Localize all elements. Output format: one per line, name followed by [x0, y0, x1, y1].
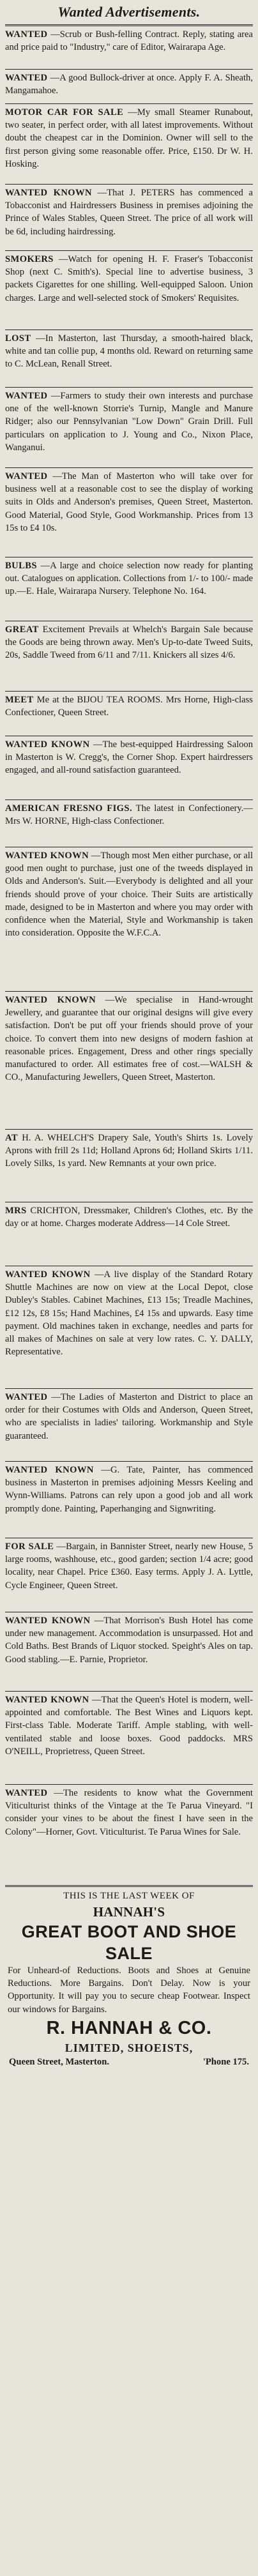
classified-ad	[5, 1204, 253, 1264]
ad-lead: MOTOR CAR FOR SALE	[5, 107, 124, 117]
ad-separator	[5, 250, 253, 251]
heading-rule	[5, 24, 253, 26]
hannah-headline: GREAT BOOT AND SHOE SALE	[21, 1922, 237, 1963]
ad-lead: MRS	[5, 1206, 27, 1216]
ad-lead: WANTED	[5, 29, 48, 40]
ad-text: —That the Queen's Hotel is modern, well-appointed and comfortable. The Best Wines and Liquors kept. First-class Table. Moderate Tariff. Ample stabling, with well-ventilated stable and loose boxes. Good paddocks. MRS O'NEILL, Proprietress, Queen Street.	[5, 1695, 253, 1757]
hannah-phone: 'Phone 175.	[202, 2056, 249, 2067]
classified-ad	[5, 72, 253, 102]
classified-ad	[5, 1391, 253, 1460]
ad-separator	[5, 799, 253, 800]
classified-ad	[5, 1787, 253, 1883]
classified-ad	[5, 253, 253, 328]
ad-text: —Scrub or Bush-felling Contract. Reply, stating area and price paid to "Industry," care of Editor, Wairarapa Age.	[5, 29, 253, 53]
classified-ad	[5, 849, 253, 990]
ad-separator	[5, 991, 253, 992]
classified-ad	[5, 1268, 253, 1387]
classified-ad	[5, 994, 253, 1128]
page-heading: Wanted Advertisements.	[57, 4, 201, 20]
ad-separator	[5, 1388, 253, 1389]
ad-lead: WANTED KNOWN	[5, 1269, 91, 1280]
hannah-intro: THIS IS THE LAST WEEK OF	[63, 1891, 195, 1901]
ad-lead: WANTED KNOWN	[5, 188, 92, 198]
ad-text: The latest in Confectionery.—Mrs W. HORNE, High-class Confectioner.	[5, 803, 253, 827]
ad-text: —That J. PETERS has commenced a Tobacconist and Hairdressers Business in premises adjoining the Prince of Wales Stables, Queen Street. The price of all work will be 6d, including hairdressing.	[5, 188, 253, 237]
ad-lead: FOR SALE	[5, 1542, 54, 1552]
ad-lead: LOST	[5, 333, 31, 344]
hannah-firm-sub: LIMITED, SHOEISTS,	[64, 2041, 194, 2054]
ad-separator	[5, 103, 253, 104]
classified-ad	[5, 1540, 253, 1610]
hannah-boot-sale-ad	[5, 1889, 253, 2068]
hannah-body: For Unheard-of Reductions. Boots and Shoes at Genuine Reductions. More Bargains. Don't Delay. Now is your Opportunity. It will pay you to secure cheap Footwear. Inspect our windows for Bargains.	[8, 1966, 250, 2015]
ad-separator	[5, 1784, 253, 1785]
ad-separator	[5, 1691, 253, 1692]
classified-ad	[5, 28, 253, 66]
ad-lead: BULBS	[5, 561, 37, 571]
classified-ad	[5, 1614, 253, 1690]
ad-lead: WANTED	[5, 391, 48, 401]
ad-lead: WANTED	[5, 1392, 48, 1402]
ad-lead: WANTED	[5, 1788, 48, 1798]
classified-ad	[5, 106, 253, 183]
ad-text: Excitement Prevails at Whelch's Bargain Sale because the Goods are being thrown away. Men's Up-to-date Tweed Suits, 20s, Saddle Tweed from 6/11 and 7/11. Knickers all sizes 4/6.	[5, 625, 253, 661]
ad-text: —The Ladies of Masterton and District to place an order for their Costumes with Olds and Anderson, Queen Street, who are specialists in ladies' tailoring. Workmanship and Style guaranteed.	[5, 1392, 253, 1441]
hannah-top-rule	[5, 1885, 253, 1887]
ad-text: CRICHTON, Dressmaker, Children's Clothes, etc. By the day or at home. Charges moderate Address—14 Cole Street.	[5, 1206, 253, 1229]
ad-text: —The Man of Masterton who will take over for business well at a reasonable cost to see the display of working suits in Olds and Anderson's premises, Queen Street, Masterton. Good Material, Good Style, Good Workmanship. Prices from 13 15s to £4 10s.	[5, 471, 253, 533]
classified-ad	[5, 623, 253, 690]
ad-lead: WANTED KNOWN	[5, 1695, 89, 1705]
ad-separator	[5, 691, 253, 692]
ad-text: —That Morrison's Bush Hotel has come under new management. Accommodation is unsurpassed. Hot and Cold Baths. Best Brands of Liquor stocked. Speight's Ales on tap. Good stabling.—E. Parnie, Proprietor.	[5, 1616, 253, 1665]
ad-lead: SMOKERS	[5, 254, 54, 264]
ad-text: Me at the BIJOU TEA ROOMS. Mrs Horne, High-class Confectioner, Queen Street.	[5, 695, 253, 718]
hannah-address	[5, 2056, 253, 2068]
ad-text: —A live display of the Standard Rotary Shuttle Machines are now on view at the Local Depot, close Dubley's Stables. Cabinet Machines, £13 15s; Treadle Machines, £12 12s, £8 15s; Hand Machines, £4 15s and upwards. Easy time payment. Old machines taken in exchange, needles and parts for all makes of Machines on sale at very low rates. C. Y. DALLY, Representative.	[5, 1269, 253, 1358]
ad-text: —A good Bullock-driver at once. Apply F. A. Sheath, Mangamahoe.	[5, 73, 253, 96]
classified-ad	[5, 1693, 253, 1783]
ad-text: —In Masterton, last Thursday, a smooth-haired black, white and tan collie pup, 4 months old. Reward on returning same to C. McLean, Renall Street.	[5, 333, 253, 370]
ad-text: —G. Tate, Painter, has commenced business in Masterton in premises adjoining Messrs Keeling and Wynn-Williams. Patrons can rely upon a good job and all work promptly done. Painting, Paperhanging and Signwriting.	[5, 1465, 253, 1514]
ad-text: —My small Steamer Runabout, two seater, in perfect order, with all latest improvements. Without doubt the cheapest car in the Dominion. Owner will sell to the first person giving some reasonable offer. Price, £150. Dr W. H. Hosking.	[5, 107, 253, 169]
ad-text: —Watch for opening H. F. Fraser's Tobacconist Shop (next C. Smith's). Special line to advertise business, 3 packets Cigarettes for one shilling. Well-equipped Saloon. Union charges. Large and well-selected stock of Smokers' Requisites.	[5, 254, 253, 303]
ad-separator	[5, 1129, 253, 1130]
ad-lead: WANTED KNOWN	[5, 739, 90, 750]
ad-lead: MEET	[5, 695, 34, 705]
ad-lead: AT	[5, 1133, 18, 1143]
ad-text: —A large and choice selection now ready for planting out. Catalogues on application. Collections from 1/- to 100/- made up.—E. Hale, Wairarapa Nursery. Telephone No. 164.	[5, 561, 253, 597]
ad-separator	[5, 184, 253, 185]
ad-text: —We specialise in Hand-wrought Jewellery, and guarantee that our original designs will give every satisfaction. Don't be put off your friends should prove of your choice. To convert them into new designs of modern fashion at reasonable prices. Engagement, Dress and other rings specially manufactured to order. All estimates free of cost.—WALSH & CO., Manufacturing Jewellers, Queen Street, Masterton.	[5, 995, 253, 1083]
classified-ad	[5, 470, 253, 556]
classified-ad	[5, 186, 253, 249]
classified-ad	[5, 1132, 253, 1201]
ad-text: —The residents to know what the Government Viticulturist thinks of the Vintage at the Te Parua Vineyard. "I consider your vines to be about the finest I have seen in the Colony"—Horner, Govt. Viticulturist. Te Parua Wines for Sale.	[5, 1788, 253, 1837]
hannah-firm: R. HANNAH & CO.	[46, 2017, 212, 2038]
ad-lead: GREAT	[5, 625, 39, 635]
classified-ad	[5, 332, 253, 386]
ad-separator	[5, 69, 253, 70]
ad-lead: WANTED KNOWN	[5, 1616, 91, 1626]
ad-separator	[5, 387, 253, 388]
ad-lead: WANTED KNOWN	[5, 851, 89, 861]
hannah-name: HANNAH'S	[93, 1904, 165, 1920]
ad-lead: WANTED KNOWN	[5, 1465, 94, 1475]
ad-text: —The best-equipped Hairdressing Saloon in Masterton is W. Cregg's, the Corner Shop. Expert hairdressers engaged, and all-round satisfaction guaranteed.	[5, 739, 253, 776]
ad-separator	[5, 1461, 253, 1462]
classified-ad	[5, 693, 253, 734]
ad-lead: WANTED	[5, 471, 48, 481]
classified-ad	[5, 559, 253, 619]
ad-lead: WANTED	[5, 73, 48, 83]
ad-lead: WANTED KNOWN	[5, 995, 96, 1005]
ad-text: H. A. WHELCH'S Drapery Sale, Youth's Shirts 1s. Lovely Aprons with frill 2s 11d; Holland Aprons 6d; Holland Skirts 1/11. Lovely Silks, 1s yard. New Remnants at your own price.	[5, 1133, 253, 1169]
classified-ad	[5, 802, 253, 845]
ad-text: —Farmers to study their own interests and purchase one of the well-known Storrie's Turnip, Mangle and Manure Ridger; also our Pennsylvanian "Low Down" Grain Drill. Full particulars on application to J. Young and Co., Nixon Place, Wanganui.	[5, 391, 253, 453]
classified-ad	[5, 738, 253, 798]
ad-separator	[5, 467, 253, 468]
hannah-street: Queen Street, Masterton.	[9, 2056, 109, 2067]
ad-text: —Though most Men either purchase, or all good men ought to purchase, just one of the tweeds displayed in Olds and Anderson's. Suit.—Everybody is delighted and all your friends should prove of your choice. Their Suits are artistically made, designed to be in Masterton and where you may order with confidence when the Material, Style and Workmanship is taken into consideration. Opposite the W.F.C.A.	[5, 851, 253, 939]
classified-ad	[5, 390, 253, 466]
ad-lead: AMERICAN FRESNO FIGS.	[5, 803, 133, 814]
ad-text: —Bargain, in Bannister Street, nearly new House, 5 large rooms, washhouse, etc., good garden; section 1/4 acre; good locality, near Chapel. Price £360. Easy terms. Apply J. A. Lyttle, Cycle Engineer, Queen Street.	[5, 1542, 253, 1591]
classified-ad	[5, 1464, 253, 1536]
